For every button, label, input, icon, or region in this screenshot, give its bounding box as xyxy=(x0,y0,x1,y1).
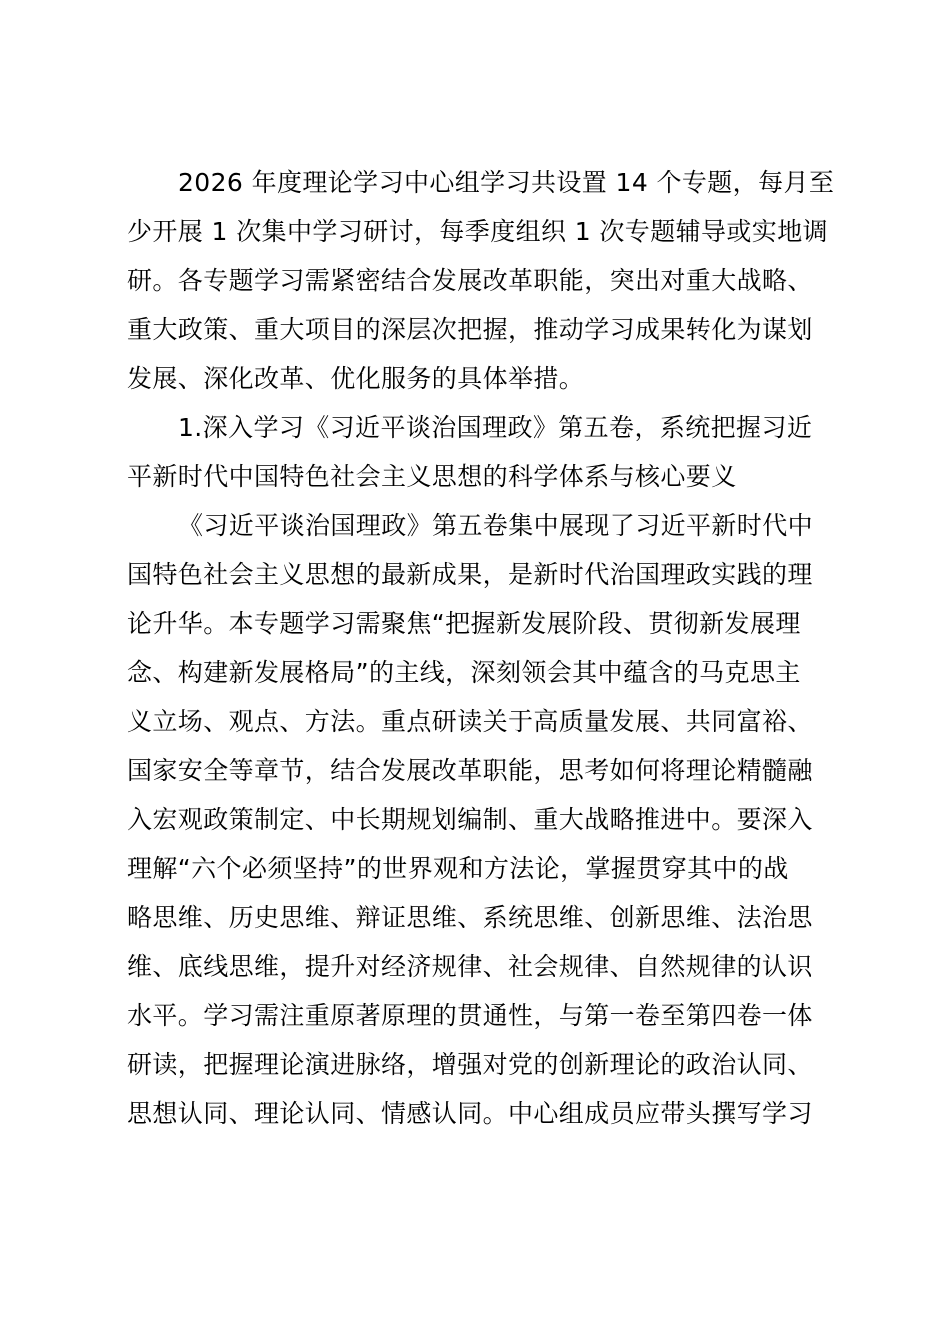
text-line: 义立场、观点、方法。重点研读关于高质量发展、共同富裕、 xyxy=(127,707,813,736)
text-line: 论升华。本专题学习需聚焦“把握新发展阶段、贯彻新发展理 xyxy=(127,609,801,638)
document-body xyxy=(127,158,833,1138)
section-heading-1 xyxy=(127,403,833,501)
text-line: 少开展 1 次集中学习研讨，每季度组织 1 次专题辅导或实地调 xyxy=(127,217,829,246)
text-line: 国家安全等章节，结合发展改革职能，思考如何将理论精髓融 xyxy=(127,756,813,785)
heading-line: 1.深入学习《习近平谈治国理政》第五卷，系统把握习近 xyxy=(178,413,813,442)
text-line: 思想认同、理论认同、情感认同。中心组成员应带头撰写学习 xyxy=(127,1099,813,1128)
text-line: 维、底线思维，提升对经济规律、社会规律、自然规律的认识 xyxy=(127,952,813,981)
text-line: 研。各专题学习需紧密结合发展改革职能，突出对重大战略、 xyxy=(127,266,813,295)
text-line: 念、构建新发展格局”的主线，深刻领会其中蕴含的马克思主 xyxy=(127,658,801,687)
text-line: 略思维、历史思维、辩证思维、系统思维、创新思维、法治思 xyxy=(127,903,813,932)
text-line: 2026 年度理论学习中心组学习共设置 14 个专题，每月至 xyxy=(178,168,835,197)
text-line: 入宏观政策制定、中长期规划编制、重大战略推进中。要深入 xyxy=(127,805,813,834)
text-line: 发展、深化改革、优化服务的具体举措。 xyxy=(127,364,585,393)
text-line: 重大政策、重大项目的深层次把握，推动学习成果转化为谋划 xyxy=(127,315,813,344)
text-line: 水平。学习需注重原著原理的贯通性，与第一卷至第四卷一体 xyxy=(127,1001,813,1030)
text-line: 研读，把握理论演进脉络，增强对党的创新理论的政治认同、 xyxy=(127,1050,813,1079)
text-line: 国特色社会主义思想的最新成果，是新时代治国理政实践的理 xyxy=(127,560,813,589)
paragraph-section-1-body xyxy=(127,501,833,1138)
paragraph-overview xyxy=(127,158,833,403)
heading-line: 平新时代中国特色社会主义思想的科学体系与核心要义 xyxy=(127,462,737,491)
text-line: 理解“六个必须坚持”的世界观和方法论，掌握贯穿其中的战 xyxy=(127,854,789,883)
text-line: 《习近平谈治国理政》第五卷集中展现了习近平新时代中 xyxy=(178,511,814,540)
